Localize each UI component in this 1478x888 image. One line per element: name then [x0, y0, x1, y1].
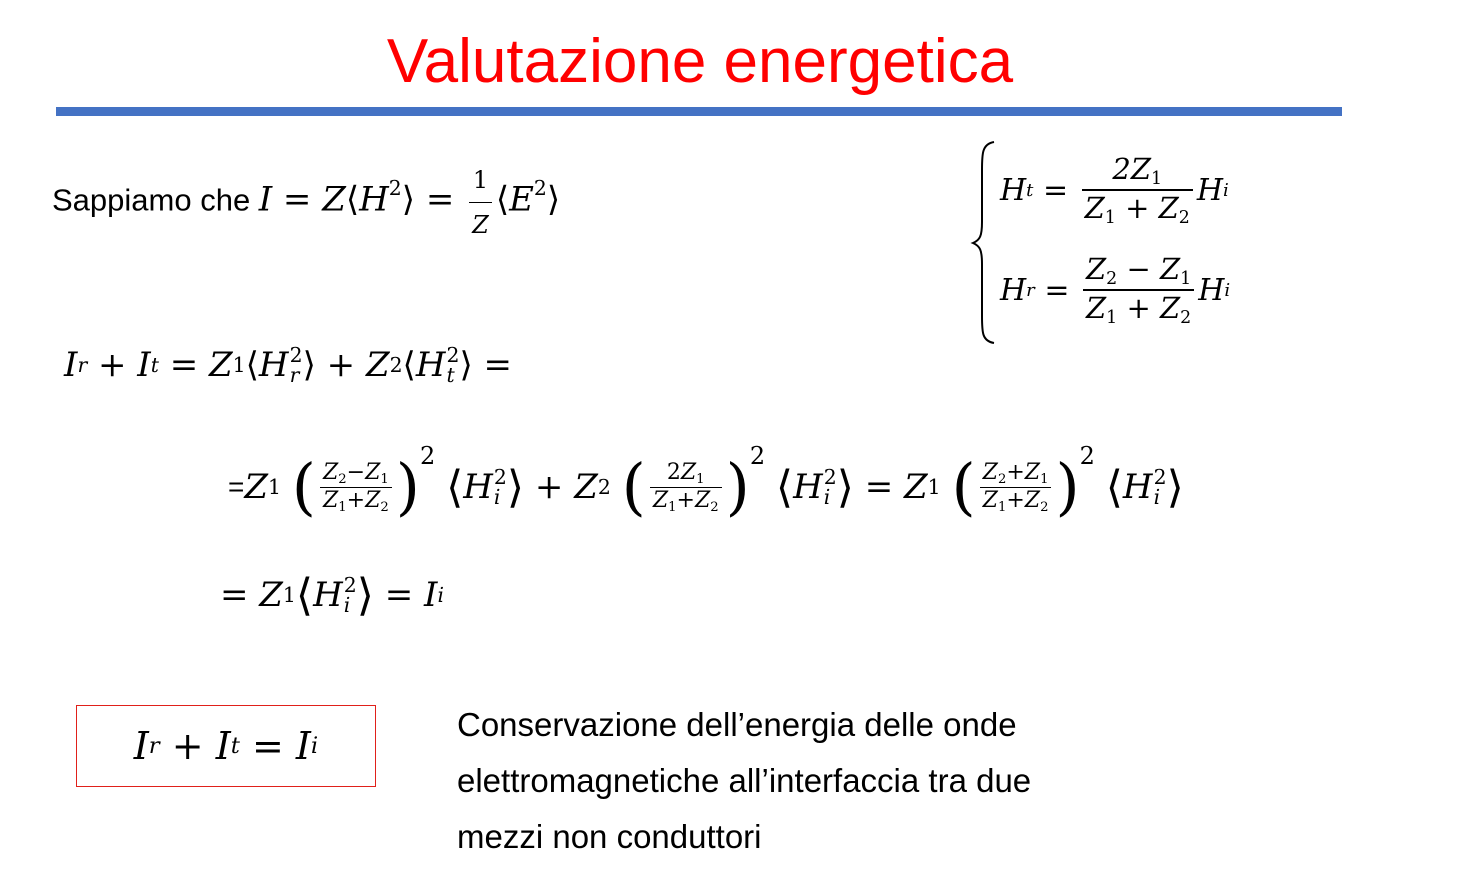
energy-sum-line: I r + I t = Z 1 ⟨ H 2 r ⟩ + Z 2 ⟨ H 2 t ⟩ =	[64, 342, 513, 387]
reflected-eq: H r = $\frac{Z2 - Z1}{Z1 + Z2}$ H i	[1000, 251, 1231, 329]
caption-line-1: Conservazione dell’energia delle onde	[457, 706, 1017, 743]
title-underline	[56, 107, 1342, 116]
conservation-caption	[457, 697, 1277, 865]
result-line: = Z 1 ⟨ H 2 i ⟩ = I i	[220, 569, 444, 621]
intensity-symbol: I	[258, 179, 273, 220]
fresnel-system	[970, 140, 1300, 345]
brace-icon	[970, 140, 1000, 345]
intro-formula: Sappiamo che $I = Z⟨H^2⟩$ = $\frac{1}{Z}$ $⟨E^2⟩$	[52, 158, 560, 247]
expanded-sum-line: = Z 1 ( $\frac{Z2-Z1}{Z1+Z2}$ ) 2 ⟨ H 2 i ⟩ + Z 2 ( $\frac{2Z1}{Z1+Z2}$ ) 2 ⟨ H 2 i ⟩ = Z 1 ( $\frac{Z2+Z1}{Z1+Z2}$ ) 2 ⟨ H 2 i ⟩	[228, 442, 1184, 523]
transmitted-eq: H t = $\frac{2Z1}{Z1 + Z2}$ H i	[1000, 151, 1229, 229]
slide-title: Valutazione energetica	[386, 27, 1014, 96]
caption-line-3: mezzi non conduttori	[457, 818, 762, 855]
intro-label: Sappiamo che	[52, 182, 251, 218]
boxed-conservation-result: I r + I t = I i	[76, 705, 376, 787]
caption-line-2: elettromagnetiche all’interfaccia tra due	[457, 762, 1032, 799]
one-over-z: $\frac{1}{Z}$	[469, 158, 492, 247]
